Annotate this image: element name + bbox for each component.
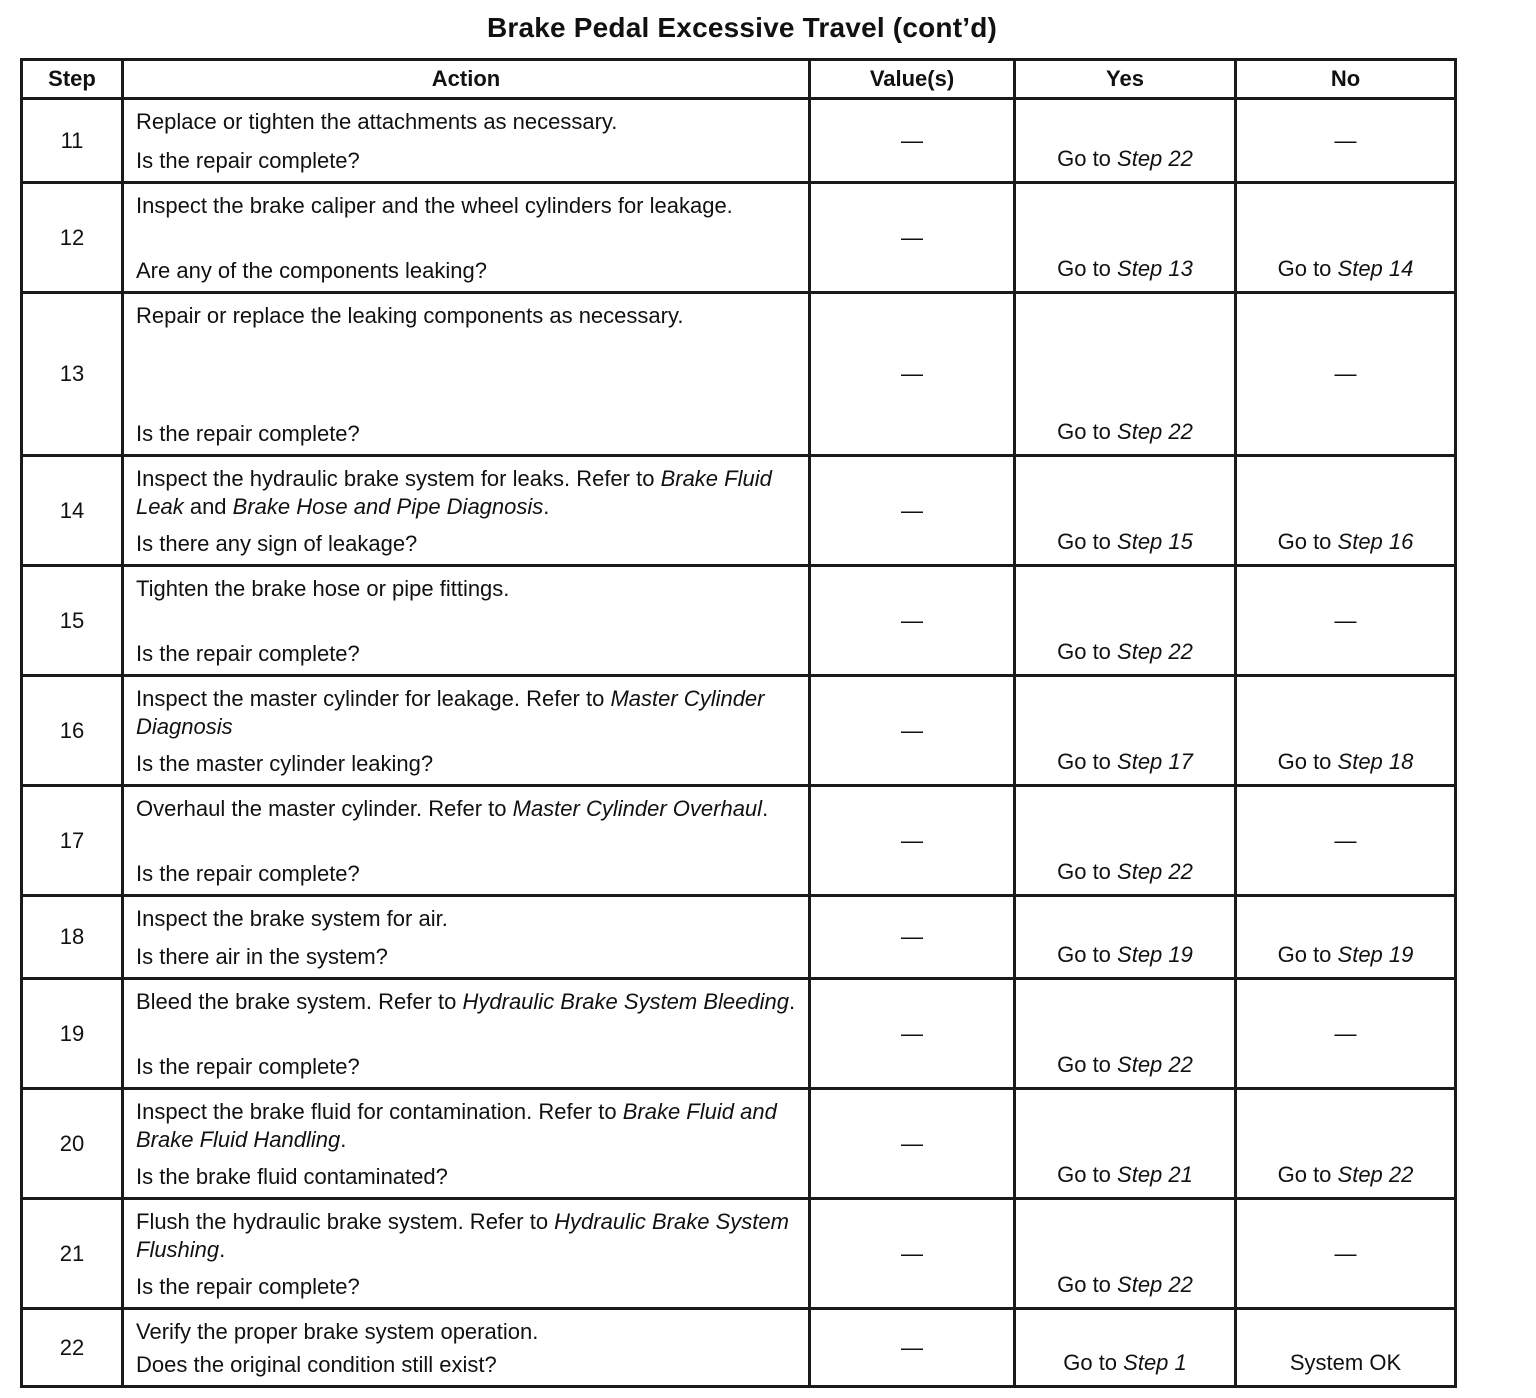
table-body [22, 99, 1456, 1387]
header-values: Value(s) [810, 60, 1015, 99]
yes-cell [1015, 676, 1236, 786]
step-number: 18 [22, 896, 123, 979]
step-number: 16 [22, 676, 123, 786]
action-question: Is there air in the system? [136, 944, 388, 969]
header-yes: Yes [1015, 60, 1236, 99]
no-cell [1236, 896, 1456, 979]
yes-cell [1015, 1309, 1236, 1387]
action-cell [123, 786, 810, 896]
no-cell [1236, 293, 1456, 456]
value-cell: — [810, 1309, 1015, 1387]
instruction-text: Tighten the brake hose or pipe fittings. [136, 576, 510, 601]
action-instruction [136, 465, 800, 521]
yes-prefix: Go to [1057, 749, 1118, 774]
step-number: 17 [22, 786, 123, 896]
yes-step-ref: Step 22 [1117, 859, 1193, 884]
yes-cell [1015, 979, 1236, 1089]
action-cell [123, 566, 810, 676]
reference-link: Brake Fluid and Brake Fluid Handling [136, 1099, 777, 1152]
action-content [124, 567, 808, 674]
table-row [22, 183, 1456, 293]
action-instruction [136, 1098, 800, 1154]
yes-step-ref: Step 21 [1117, 1162, 1193, 1187]
no-cell [1236, 786, 1456, 896]
table-row [22, 979, 1456, 1089]
no-goto [1237, 1161, 1454, 1189]
yes-cell [1015, 1199, 1236, 1309]
action-cell [123, 676, 810, 786]
yes-step-ref: Step 15 [1117, 529, 1193, 554]
value-cell: — [810, 676, 1015, 786]
instruction-text: . [340, 1127, 347, 1152]
instruction-text: Inspect the brake system for air. [136, 906, 448, 931]
action-instruction [136, 108, 800, 136]
no-dash: — [1334, 361, 1357, 386]
action-cell [123, 1089, 810, 1199]
no-prefix: Go to [1277, 749, 1338, 774]
no-dash: — [1334, 827, 1357, 853]
action-instruction [136, 192, 800, 220]
action-instruction [136, 302, 800, 330]
value-cell: — [810, 979, 1015, 1089]
step-number: 15 [22, 566, 123, 676]
yes-step-ref: Step 22 [1117, 1272, 1193, 1297]
action-content [124, 1090, 808, 1197]
yes-goto [1016, 418, 1234, 446]
yes-cell [1015, 183, 1236, 293]
yes-cell [1015, 293, 1236, 456]
no-dash: — [1334, 607, 1357, 633]
yes-prefix: Go to [1057, 942, 1118, 967]
header-action: Action [123, 60, 810, 99]
no-step-ref: Step 22 [1337, 1162, 1414, 1187]
action-question: Does the original condition still exist? [136, 1352, 497, 1377]
no-cell [1236, 1199, 1456, 1309]
action-question: Is the brake fluid contaminated? [136, 1164, 448, 1189]
no-cell [1236, 979, 1456, 1089]
yes-step-ref: Step 22 [1117, 1052, 1193, 1077]
yes-goto [1016, 1161, 1234, 1189]
action-question: Is the repair complete? [136, 1054, 360, 1079]
action-instruction [136, 795, 800, 823]
instruction-text: . [788, 989, 796, 1014]
action-question: Is the master cylinder leaking? [136, 751, 434, 776]
reference-link: Brake Fluid Leak [136, 466, 772, 519]
action-content [124, 184, 808, 291]
value-cell: — [810, 896, 1015, 979]
table-row [22, 1309, 1456, 1387]
instruction-text: Replace or tighten the attachments as necessary. [136, 109, 618, 134]
yes-prefix: Go to [1057, 1162, 1118, 1187]
reference-link: Hydraulic Brake System Flushing [136, 1209, 789, 1262]
action-question: Is the repair complete? [136, 641, 360, 666]
action-cell [123, 456, 810, 566]
yes-goto [1016, 255, 1234, 283]
value-cell: — [810, 293, 1015, 456]
action-question: Is the repair complete? [136, 861, 360, 886]
action-content [124, 980, 808, 1087]
header-row [22, 60, 1456, 99]
yes-step-ref: Step 22 [1117, 146, 1193, 171]
table-row [22, 1089, 1456, 1199]
reference-link: Hydraulic Brake System Bleeding [462, 989, 789, 1014]
action-content [124, 1310, 808, 1385]
action-instruction [136, 685, 800, 741]
no-step-ref: Step 14 [1337, 256, 1414, 281]
action-content [124, 100, 808, 181]
action-content [124, 787, 808, 894]
yes-prefix: Go to [1063, 1350, 1124, 1375]
no-text: System OK [1289, 1350, 1402, 1375]
instruction-text: Verify the proper brake system operation. [136, 1319, 539, 1344]
action-question: Is the repair complete? [136, 148, 360, 173]
value-cell: — [810, 1089, 1015, 1199]
action-question: Is the repair complete? [136, 1274, 360, 1299]
action-cell [123, 183, 810, 293]
table-row [22, 786, 1456, 896]
yes-step-ref: Step 19 [1117, 942, 1193, 967]
yes-goto [1016, 1271, 1234, 1299]
yes-cell [1015, 786, 1236, 896]
yes-prefix: Go to [1057, 256, 1118, 281]
diagnostic-table [20, 58, 1457, 1388]
action-cell [123, 979, 810, 1089]
yes-cell [1015, 456, 1236, 566]
reference-link: Master Cylinder Diagnosis [136, 686, 765, 739]
action-content [124, 457, 808, 564]
action-cell [123, 99, 810, 183]
no-goto [1237, 748, 1454, 776]
step-number: 12 [22, 183, 123, 293]
yes-goto [1016, 1349, 1234, 1377]
action-content [124, 677, 808, 784]
instruction-text: Inspect the master cylinder for leakage. Refer to [136, 686, 611, 711]
yes-step-ref: Step 22 [1117, 639, 1193, 664]
yes-prefix: Go to [1057, 146, 1118, 171]
yes-step-ref: Step 1 [1123, 1350, 1187, 1375]
no-cell [1236, 1309, 1456, 1387]
value-cell: — [810, 786, 1015, 896]
yes-prefix: Go to [1057, 1052, 1118, 1077]
table-row [22, 896, 1456, 979]
instruction-text: Flush the hydraulic brake system. Refer to [136, 1209, 555, 1234]
step-number: 11 [22, 99, 123, 183]
yes-goto [1016, 1051, 1234, 1079]
reference-link: Brake Hose and Pipe Diagnosis [232, 494, 544, 519]
no-prefix: Go to [1277, 529, 1338, 554]
action-instruction [136, 905, 800, 933]
instruction-text: Overhaul the master cylinder. Refer to [136, 796, 513, 821]
action-cell [123, 293, 810, 456]
instruction-text: . [219, 1237, 226, 1262]
header-step: Step [22, 60, 123, 99]
value-cell: — [810, 1199, 1015, 1309]
yes-goto [1016, 858, 1234, 886]
instruction-text: Inspect the hydraulic brake system for leaks. Refer to [136, 466, 661, 491]
no-cell [1236, 566, 1456, 676]
no-step-ref: Step 16 [1337, 529, 1414, 554]
step-number: 19 [22, 979, 123, 1089]
no-cell [1236, 1089, 1456, 1199]
yes-cell [1015, 99, 1236, 183]
no-step-ref: Step 19 [1337, 942, 1414, 967]
yes-goto [1016, 528, 1234, 556]
yes-prefix: Go to [1057, 1272, 1118, 1297]
yes-cell [1015, 1089, 1236, 1199]
no-cell [1236, 183, 1456, 293]
step-number: 22 [22, 1309, 123, 1387]
instruction-text: and [183, 494, 233, 519]
reference-link: Master Cylinder Overhaul [512, 796, 763, 821]
table-row [22, 99, 1456, 183]
table-row [22, 676, 1456, 786]
action-instruction [136, 1318, 800, 1346]
value-cell: — [810, 183, 1015, 293]
instruction-text: . [762, 796, 769, 821]
no-step-ref: Step 18 [1337, 749, 1414, 774]
yes-prefix: Go to [1057, 529, 1118, 554]
action-cell [123, 896, 810, 979]
instruction-text: Repair or replace the leaking components as necessary. [136, 303, 684, 328]
action-instruction [136, 1208, 800, 1264]
value-cell: — [810, 99, 1015, 183]
page-title: Brake Pedal Excessive Travel (cont’d) [486, 12, 998, 43]
no-goto [1237, 941, 1454, 969]
no-prefix: Go to [1277, 1162, 1338, 1187]
action-content [124, 294, 808, 454]
no-goto [1237, 528, 1454, 556]
step-number: 21 [22, 1199, 123, 1309]
table-row [22, 293, 1456, 456]
no-cell [1236, 99, 1456, 183]
action-cell [123, 1309, 810, 1387]
yes-cell [1015, 566, 1236, 676]
no-prefix: Go to [1277, 942, 1338, 967]
step-number: 14 [22, 456, 123, 566]
table-row [22, 1199, 1456, 1309]
action-content [124, 1200, 808, 1307]
no-prefix: Go to [1277, 256, 1338, 281]
instruction-text: Inspect the brake fluid for contamination. Refer to [136, 1099, 623, 1124]
header-no: No [1236, 60, 1456, 99]
step-number: 13 [22, 293, 123, 456]
yes-step-ref: Step 22 [1117, 419, 1193, 444]
action-content [124, 897, 808, 977]
yes-prefix: Go to [1057, 639, 1118, 664]
action-instruction [136, 575, 800, 603]
no-dash: — [1334, 1020, 1357, 1046]
step-number: 20 [22, 1089, 123, 1199]
action-question: Are any of the components leaking? [136, 258, 488, 283]
instruction-text: Inspect the brake caliper and the wheel cylinders for leakage. [136, 193, 733, 218]
no-cell [1236, 456, 1456, 566]
yes-step-ref: Step 17 [1117, 749, 1193, 774]
table-row [22, 566, 1456, 676]
no-cell [1236, 676, 1456, 786]
action-cell [123, 1199, 810, 1309]
action-question: Is the repair complete? [136, 421, 360, 446]
value-cell: — [810, 456, 1015, 566]
yes-goto [1016, 145, 1234, 173]
value-cell: — [810, 566, 1015, 676]
instruction-text: Bleed the brake system. Refer to [136, 989, 463, 1014]
instruction-text: . [543, 494, 550, 519]
no-dash: — [1334, 127, 1357, 153]
yes-prefix: Go to [1057, 419, 1118, 444]
yes-goto [1016, 941, 1234, 969]
action-instruction [136, 988, 800, 1016]
yes-goto [1016, 638, 1234, 666]
no-dash: — [1334, 1240, 1357, 1266]
yes-step-ref: Step 13 [1117, 256, 1193, 281]
yes-prefix: Go to [1057, 859, 1118, 884]
table-row [22, 456, 1456, 566]
action-question: Is there any sign of leakage? [136, 531, 418, 556]
no-goto [1237, 1349, 1454, 1377]
no-goto [1237, 255, 1454, 283]
yes-cell [1015, 896, 1236, 979]
yes-goto [1016, 748, 1234, 776]
